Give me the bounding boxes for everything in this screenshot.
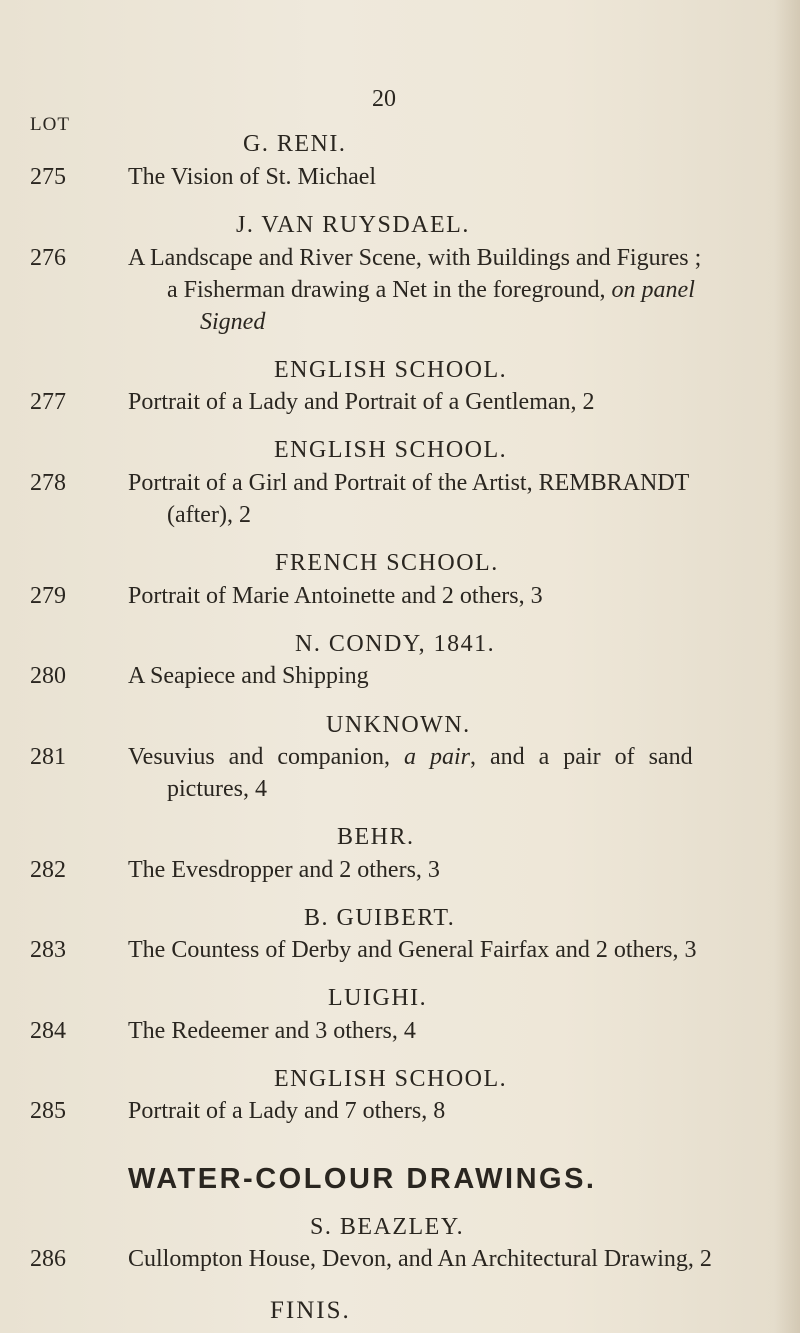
lot-description: A Seapiece and Shipping: [128, 663, 369, 689]
lot-description: Portrait of a Girl and Portrait of the Artist, REMBRANDT: [128, 470, 690, 496]
lot-description-line: [128, 744, 693, 771]
lot-description: Portrait of Marie Antoinette and 2 others, 3: [128, 583, 543, 609]
lot-number: 279: [30, 583, 66, 609]
lot-number: 281: [30, 744, 66, 770]
lot-artist: FRENCH SCHOOL.: [275, 550, 499, 576]
lot-description: Portrait of a Lady and 7 others, 8: [128, 1098, 446, 1124]
lot-description-tail: , and a pair of sand: [469, 744, 693, 770]
lot-artist: BEHR.: [337, 824, 415, 850]
lot-artist: J. VAN RUYSDAEL.: [236, 212, 470, 238]
lot-description: Cullompton House, Devon, and An Architectural Drawing, 2: [128, 1246, 712, 1272]
lot-number: 286: [30, 1246, 66, 1272]
lot-artist: B. GUIBERT.: [304, 905, 456, 931]
lot-description: A Landscape and River Scene, with Buildings and Figures ;: [128, 245, 702, 271]
section-heading: WATER-COLOUR DRAWINGS.: [128, 1163, 597, 1195]
page-edge-shadow: [774, 0, 800, 1333]
lot-description-text: Vesuvius and companion,: [128, 744, 404, 770]
lot-number: 282: [30, 857, 66, 883]
lot-number: 285: [30, 1098, 66, 1124]
lot-number: 280: [30, 663, 66, 689]
lot-description: The Redeemer and 3 others, 4: [128, 1018, 416, 1044]
lot-description: Portrait of a Lady and Portrait of a Gentleman, 2: [128, 389, 595, 415]
lot-description: The Vision of St. Michael: [128, 164, 377, 190]
lot-number: 275: [30, 164, 66, 190]
lot-description: The Evesdropper and 2 others, 3: [128, 857, 440, 883]
lot-description-line: [167, 277, 695, 304]
page-number: 20: [372, 86, 396, 112]
lot-description-line: pictures, 4: [167, 776, 267, 802]
lot-description-italic: a pair: [403, 744, 470, 770]
lot-artist: G. RENI.: [243, 131, 347, 157]
lot-number: 278: [30, 470, 66, 496]
finis-text: FINIS.: [270, 1297, 351, 1324]
lot-artist: LUIGHI.: [328, 985, 428, 1011]
lot-description-line: (after), 2: [167, 502, 251, 528]
lot-artist: ENGLISH SCHOOL.: [274, 1066, 508, 1092]
lot-artist: ENGLISH SCHOOL.: [274, 357, 508, 383]
lot-column-header: LOT: [30, 114, 70, 135]
lot-description-text: a Fisherman drawing a Net in the foreground,: [167, 277, 612, 303]
lot-number: 284: [30, 1018, 66, 1044]
lot-number: 283: [30, 937, 66, 963]
lot-description: The Countess of Derby and General Fairfax and 2 others, 3: [128, 937, 697, 963]
lot-number: 277: [30, 389, 66, 415]
lot-artist: N. CONDY, 1841.: [295, 631, 496, 657]
lot-description-signed: Signed: [200, 309, 266, 335]
lot-artist: ENGLISH SCHOOL.: [274, 437, 508, 463]
lot-artist: UNKNOWN.: [326, 712, 471, 738]
lot-artist: S. BEAZLEY.: [310, 1214, 465, 1240]
lot-number: 276: [30, 245, 66, 271]
lot-description-italic: on panel: [611, 277, 695, 303]
